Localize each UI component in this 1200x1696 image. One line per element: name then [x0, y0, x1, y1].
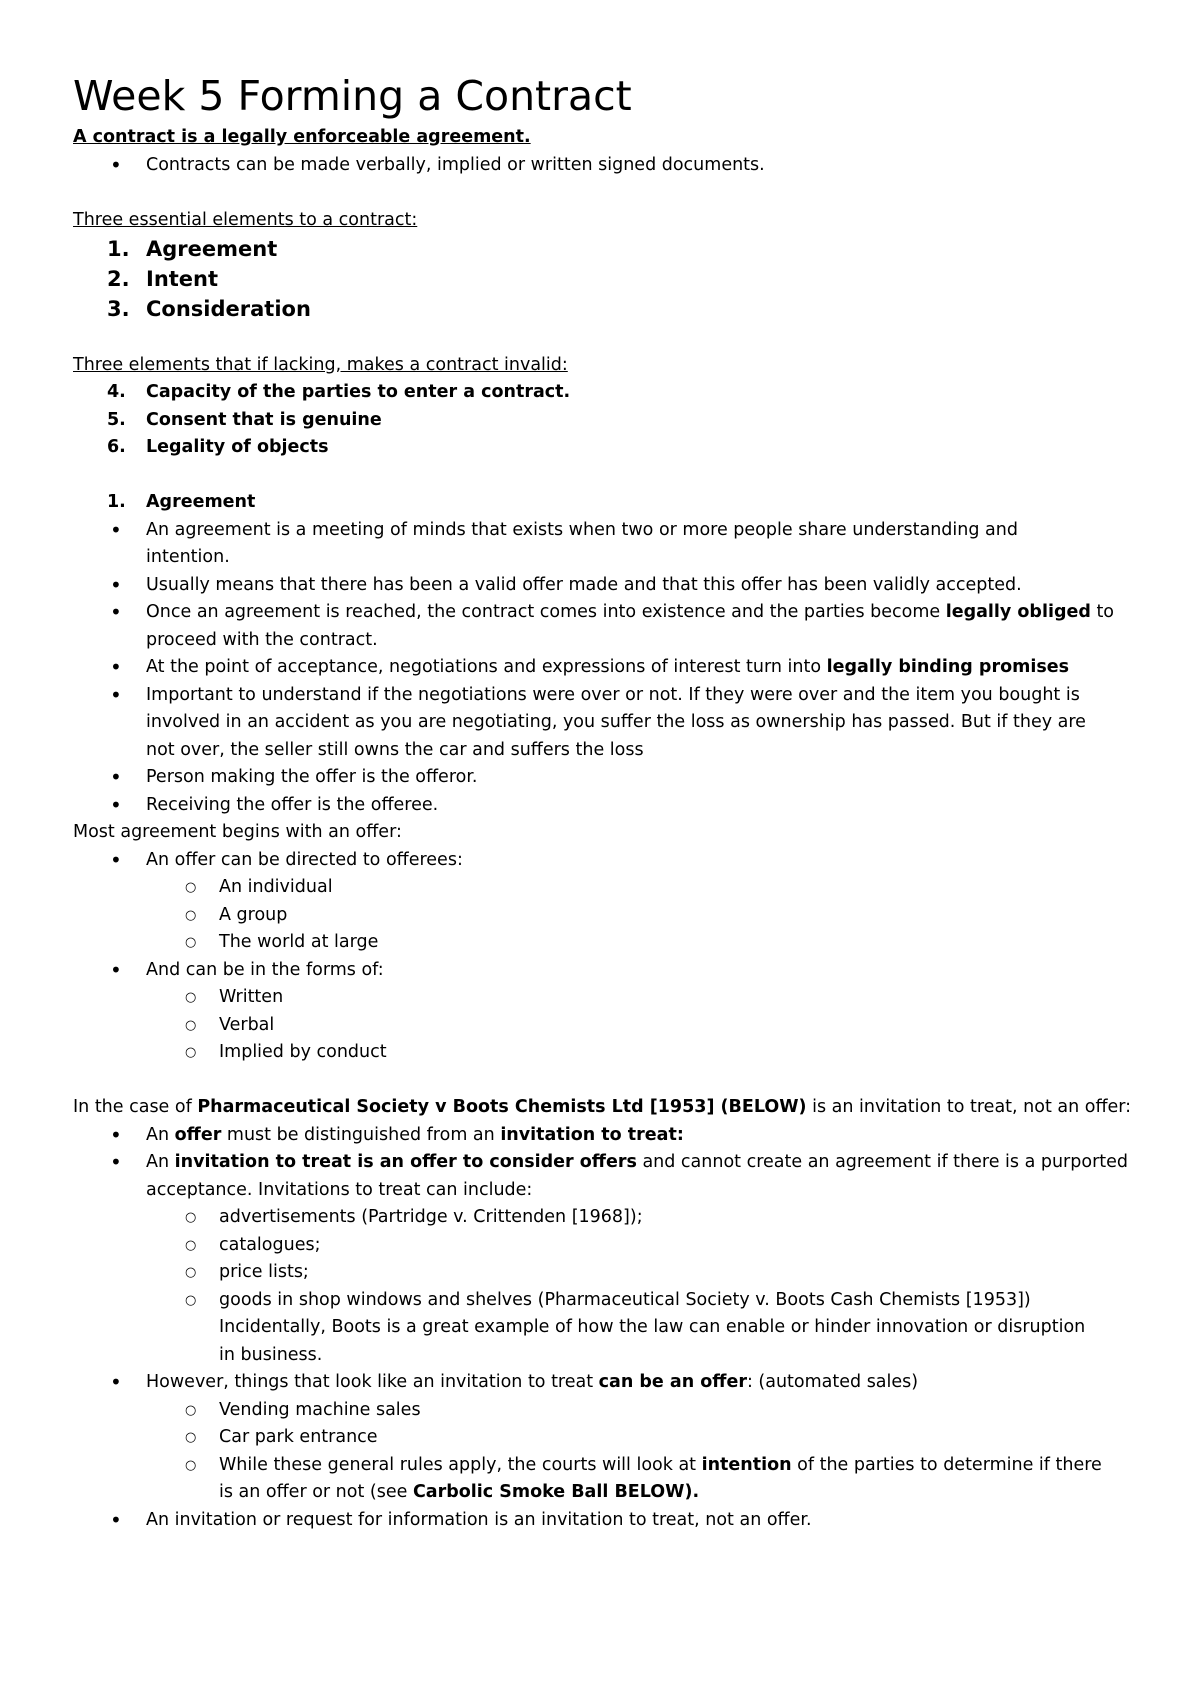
bullet-icon: • — [110, 1150, 122, 1174]
agreement-bullet-list — [73, 517, 1133, 820]
list-item: ○ Car park entrance — [73, 1424, 1133, 1452]
case-bullet-list — [73, 1122, 1133, 1205]
hollow-bullet-icon: ○ — [185, 1402, 197, 1418]
bullet-icon: • — [110, 572, 122, 597]
bullet-icon: • — [110, 792, 122, 817]
bullet-icon: • — [110, 517, 122, 542]
contract-definition: A contract is a legally enforceable agreement. — [73, 127, 531, 147]
final-bullet-list — [73, 1507, 1133, 1535]
list-item: ○ goods in shop windows and shelves (Pharmaceutical Society v. Boots Cash Chemists [1953]) Incidentally, Boots is a great example of how the law can enable or hinder innovation or disruption in business. — [73, 1287, 1133, 1370]
hollow-bullet-icon: ○ — [185, 880, 197, 895]
list-item: • An invitation to treat is an offer to consider offers and cannot create an agreement if there is a purported acceptance. Invitations to treat can include: — [110, 1150, 1128, 1200]
list-item: • Once an agreement is reached, the contract comes into existence and the parties become legally obliged to proceed with the contract. — [110, 600, 1115, 650]
list-item: • And can be in the forms of: — [73, 957, 1133, 985]
list-item: ○ Written — [73, 984, 1133, 1012]
list-item: 4. Capacity of the parties to enter a contract. — [107, 382, 571, 402]
offeree-sub-list — [73, 874, 1133, 957]
hollow-bullet-icon: ○ — [185, 1457, 197, 1473]
list-item: ○ price lists; — [73, 1259, 1133, 1287]
hollow-bullet-icon: ○ — [185, 1237, 197, 1253]
agreement-section — [73, 489, 1133, 517]
list-item: 5. Consent that is genuine — [107, 409, 382, 430]
case-intro: In the case of Pharmaceutical Society v Boots Chemists Ltd [1953] (BELOW) is an invitation to treat, not an offer: — [73, 1097, 1132, 1117]
list-item: ○ A group — [73, 902, 1133, 930]
list-item: 2. Intent — [107, 267, 219, 291]
hollow-bullet-icon: ○ — [185, 1430, 197, 1445]
list-item: ○ Vending machine sales — [73, 1397, 1133, 1425]
invitation-sub-list — [73, 1204, 1133, 1369]
list-item: • An offer can be directed to offerees: — [73, 847, 1133, 875]
list-item: ○ While these general rules apply, the courts will look at intention of the parties to determine if there is an offer or not (see Carbolic Smoke Ball BELOW). — [73, 1452, 1133, 1507]
offer-forms-sub-list — [73, 984, 1133, 1067]
bullet-icon: • — [110, 655, 122, 679]
list-item: • At the point of acceptance, negotiations and expressions of interest turn into legally binding promises — [73, 654, 1133, 682]
list-item: ○ The world at large — [73, 929, 1133, 957]
hollow-bullet-icon: ○ — [185, 1292, 197, 1308]
list-item: • Person making the offer is the offeror. — [73, 764, 1133, 792]
automated-sales-list — [73, 1369, 1133, 1397]
list-item: • Receiving the offer is the offeree. — [73, 792, 1133, 820]
section-heading: 1. Agreement — [107, 492, 256, 512]
offer-bullet-list — [73, 847, 1133, 875]
offer-intro: Most agreement begins with an offer: — [73, 822, 402, 842]
offer-forms-list — [73, 957, 1133, 985]
bullet-icon: • — [110, 1122, 122, 1147]
hollow-bullet-icon: ○ — [185, 1017, 197, 1033]
list-item: 6. Legality of objects — [107, 437, 329, 457]
bullet-icon: • — [110, 765, 122, 789]
hollow-bullet-icon: ○ — [185, 1210, 197, 1225]
list-item: ○ Verbal — [73, 1012, 1133, 1040]
hollow-bullet-icon: ○ — [185, 990, 197, 1005]
bullet-icon: • — [110, 1370, 122, 1394]
automated-sales-sub-list — [73, 1397, 1133, 1507]
hollow-bullet-icon: ○ — [185, 907, 197, 923]
list-item: 3. Consideration — [107, 297, 311, 321]
bullet-icon: • — [110, 1507, 122, 1532]
definition-bullet-list — [73, 152, 1133, 180]
hollow-bullet-icon: ○ — [185, 1045, 197, 1060]
list-item: ○ An individual — [73, 874, 1133, 902]
bullet-icon: • — [110, 957, 122, 982]
list-item: ○ advertisements (Partridge v. Crittenden [1968]); — [73, 1204, 1133, 1232]
list-item: • However, things that look like an invitation to treat can be an offer: (automated sales) — [73, 1369, 1133, 1397]
list-item: • Contracts can be made verbally, implied or written signed documents. — [73, 152, 1133, 180]
list-item: ○ Implied by conduct — [73, 1039, 1133, 1067]
bullet-icon: • — [110, 152, 122, 177]
list-item: • An agreement is a meeting of minds that exists when two or more people share understanding and intention. — [110, 517, 1018, 567]
list-item: • Important to understand if the negotiations were over or not. If they were over and the item you bought is involved in an accident as you are negotiating, you suffer the loss as ownership has passed. But if they are not over, the seller still owns the car and suffers the loss — [110, 682, 1086, 760]
invalid-heading: Three elements that if lacking, makes a contract invalid: — [73, 354, 568, 375]
hollow-bullet-icon: ○ — [185, 1265, 197, 1280]
invalid-elements-list — [73, 379, 1133, 462]
list-item: ○ catalogues; — [73, 1232, 1133, 1260]
essentials-list — [73, 234, 1133, 324]
document-title: Week 5 Forming a Contract — [73, 72, 632, 120]
bullet-icon: • — [110, 847, 122, 872]
document-page — [73, 70, 1133, 1534]
bullet-icon: • — [110, 682, 122, 707]
list-item: 1. Agreement — [107, 237, 278, 261]
list-item: • An invitation or request for information is an invitation to treat, not an offer. — [73, 1507, 1133, 1535]
list-item: • Usually means that there has been a valid offer made and that this offer has been validly accepted. — [73, 572, 1133, 600]
list-item: • An offer must be distinguished from an invitation to treat: — [73, 1122, 1133, 1150]
bullet-icon: • — [110, 600, 122, 624]
hollow-bullet-icon: ○ — [185, 935, 197, 950]
essentials-heading: Three essential elements to a contract: — [73, 209, 418, 230]
